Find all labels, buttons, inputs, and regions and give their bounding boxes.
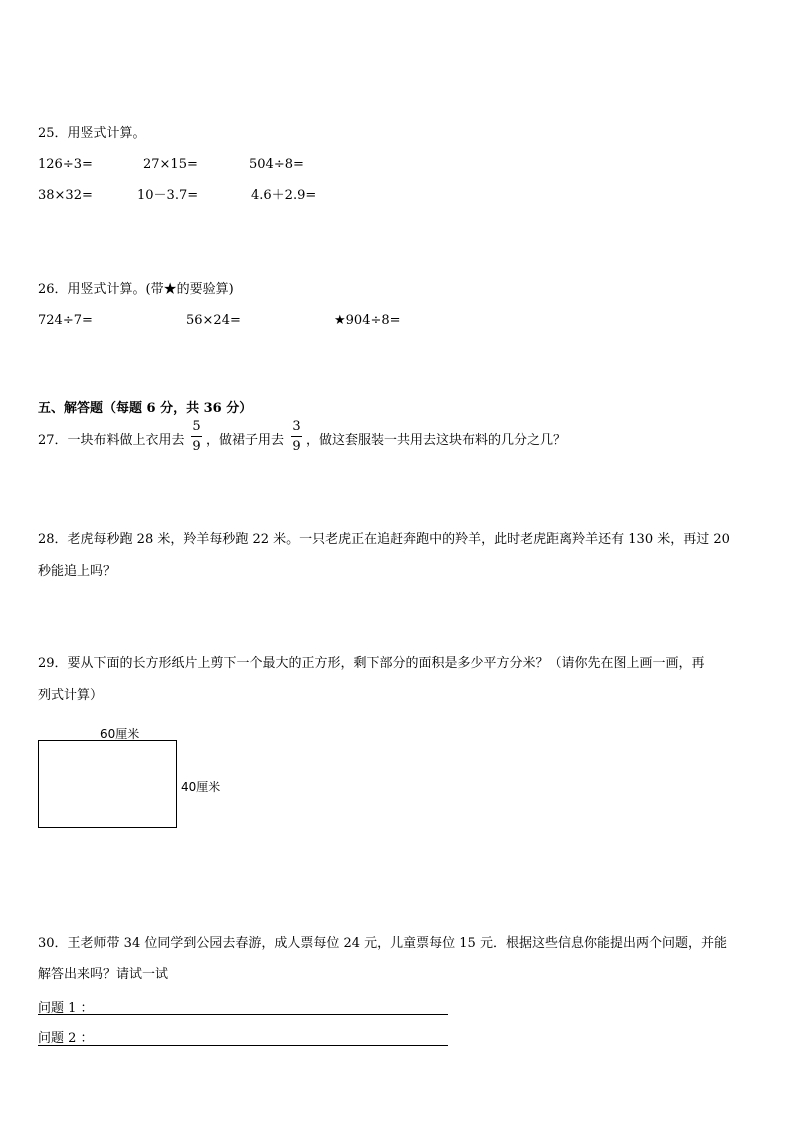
q30-question-1-label: 问题 1 ： [38,1001,94,1016]
fraction-bar [191,436,202,437]
q27-text-3: ，做这套服装一共用去这块布料的几分之几？ [306,433,567,448]
q28-line-2: 秒能追上吗？ [38,564,117,579]
q30-answer-line-1[interactable] [38,1014,448,1015]
q28-line-1: 28．老虎每秒跑 28 米，羚羊每秒跑 22 米。一只老虎正在追赶奔跑中的羚羊，此时老虎距离羚羊还有 130 米，再过 20 [38,532,730,547]
q30-line-2: 解答出来吗？请试一试 [38,967,169,982]
q27-fraction-2-numerator: 3 [292,419,301,434]
q27-fraction-2-denominator: 9 [292,439,301,454]
rectangle-paper-figure [38,740,177,828]
q27-text-2: ，做裙子用去 [206,433,285,448]
q25-expr-4: 38×32= [38,188,93,203]
q27-fraction-1 [191,419,202,454]
q26-expr-1: 724÷7= [38,313,93,328]
fraction-bar [291,436,302,437]
q30-question-2-label: 问题 2 ： [38,1031,94,1046]
section-5-heading: 五、解答题（每题 6 分，共 36 分） [38,401,253,416]
q25-expr-6: 4.6＋2.9= [251,188,317,203]
q27-fraction-1-denominator: 9 [192,439,201,454]
q25-expr-5: 10－3.7= [137,188,199,203]
q26-expr-2: 56×24= [186,313,241,328]
q30-line-1: 30．王老师带 34 位同学到公园去春游，成人票每位 24 元，儿童票每位 15 元．根据这些信息你能提出两个问题，并能 [38,936,727,951]
q29-line-1: 29．要从下面的长方形纸片上剪下一个最大的正方形，剩下部分的面积是多少平方分米？（请你先在图上画一画，再 [38,656,705,671]
q25-expr-1: 126÷3= [38,157,93,172]
rectangle-height-label: 40厘米 [181,780,221,794]
q30-answer-line-2[interactable] [38,1045,448,1046]
q26-expr-3: ★904÷8= [334,313,401,328]
rectangle-width-label: 60厘米 [100,727,140,741]
q25-expr-2: 27×15= [143,157,198,172]
q25-title: 25．用竖式计算。 [38,126,146,141]
q27-text-1: 27．一块布料做上衣用去 [38,433,185,448]
q26-title: 26．用竖式计算。(带★的要验算) [38,282,234,297]
q25-expr-3: 504÷8= [249,157,304,172]
q29-line-2: 列式计算） [38,688,104,703]
q27-fraction-2 [291,419,302,454]
q27-fraction-1-numerator: 5 [192,419,201,434]
